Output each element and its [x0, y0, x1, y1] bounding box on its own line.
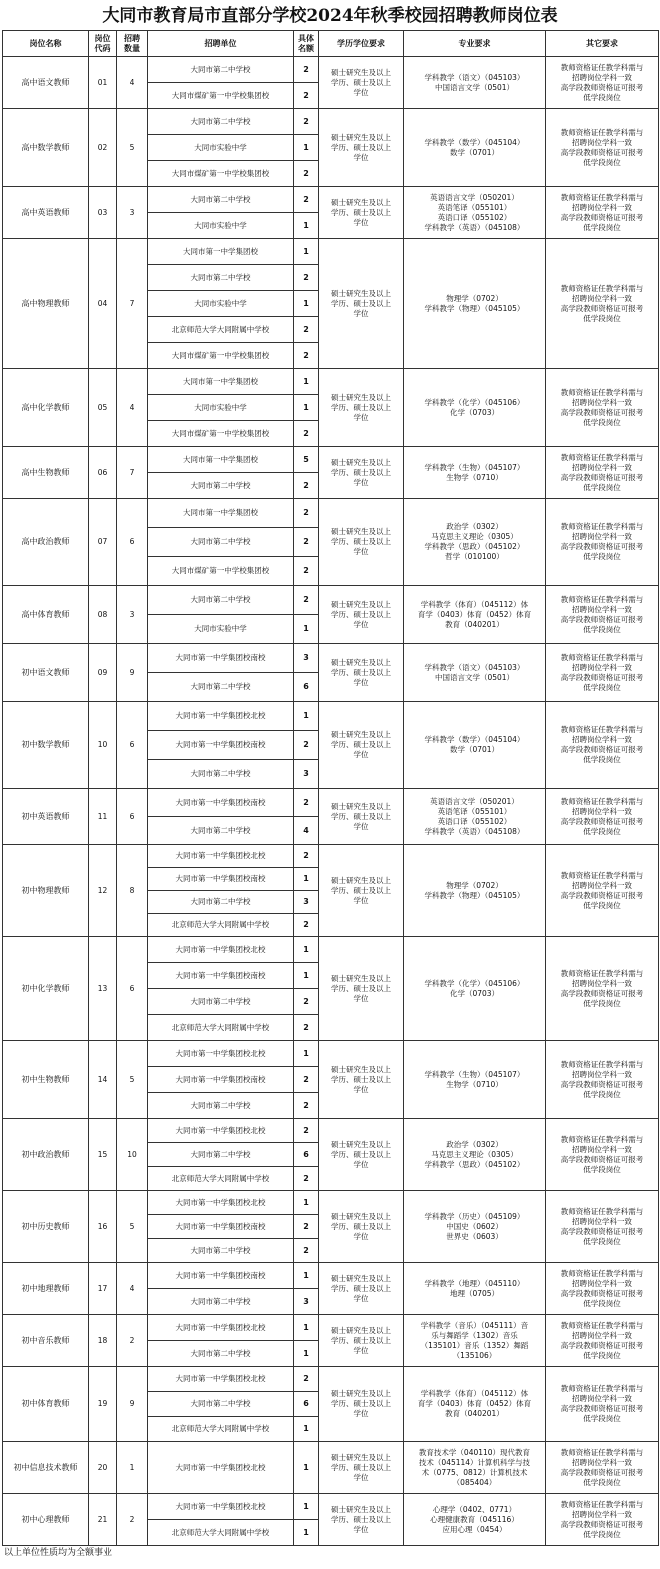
unit-count: 2: [294, 1015, 319, 1041]
major-requirement: 英语语言文学（050201） 英语笔译（055101） 英语口译（055102） 学科教学（英语）（045108）: [404, 187, 546, 239]
hiring-unit: 大同市第二中学校: [148, 1239, 294, 1263]
hiring-unit: 大同市煤矿第一中学校集团校: [148, 161, 294, 187]
other-requirement: 教师资格证任教学科需与 招聘岗位学科一致 高学段教师资格证可报考 低学段岗位: [546, 1119, 659, 1191]
major-requirement: 学科教学（数学）（045104） 数学（0701）: [404, 702, 546, 789]
table-row: [3, 845, 659, 868]
hiring-unit: 大同市第二中学校: [148, 673, 294, 702]
hiring-unit: 大同市第二中学校: [148, 891, 294, 914]
major-requirement: 心理学（0402、0771） 心理健康教育（045116） 应用心理（0454）: [404, 1494, 546, 1546]
hiring-unit: 大同市第二中学校: [148, 1289, 294, 1315]
hiring-unit: 大同市第一中学集团校北校: [148, 1442, 294, 1494]
position-name: 高中数学教师: [3, 109, 89, 187]
unit-count: 3: [294, 1289, 319, 1315]
hiring-unit: 大同市第一中学集团校南校: [148, 1067, 294, 1093]
header-position: 岗位名称: [3, 31, 89, 57]
unit-count: 1: [294, 868, 319, 891]
position-total: 7: [117, 447, 148, 499]
position-name: 高中语文教师: [3, 57, 89, 109]
hiring-unit: 大同市第一中学集团校南校: [148, 963, 294, 989]
hiring-unit: 北京师范大学大同附属中学校: [148, 1015, 294, 1041]
hiring-unit: 大同市第一中学集团校北校: [148, 1315, 294, 1341]
other-requirement: 教师资格证任教学科需与 招聘岗位学科一致 高学段教师资格证可报考 低学段岗位: [546, 499, 659, 586]
position-code: 08: [89, 586, 117, 644]
position-name: 高中生物教师: [3, 447, 89, 499]
unit-count: 1: [294, 291, 319, 317]
header-row: [3, 31, 659, 57]
table-row: [3, 1367, 659, 1392]
education-requirement: 硕士研究生及以上 学历、硕士及以上 学位: [319, 789, 404, 845]
unit-count: 6: [294, 1143, 319, 1167]
table-row: [3, 109, 659, 135]
hiring-unit: 大同市第一中学集团校: [148, 239, 294, 265]
hiring-unit: 大同市煤矿第一中学校集团校: [148, 421, 294, 447]
hiring-unit: 大同市第一中学集团校北校: [148, 937, 294, 963]
hiring-unit: 大同市第一中学集团校南校: [148, 1263, 294, 1289]
unit-count: 5: [294, 447, 319, 473]
other-requirement: 教师资格证任教学科需与 招聘岗位学科一致 高学段教师资格证可报考 低学段岗位: [546, 239, 659, 369]
hiring-unit: 大同市第一中学集团校南校: [148, 789, 294, 817]
other-requirement: 教师资格证任教学科需与 招聘岗位学科一致 高学段教师资格证可报考 低学段岗位: [546, 447, 659, 499]
unit-count: 1: [294, 615, 319, 644]
position-code: 02: [89, 109, 117, 187]
position-total: 8: [117, 845, 148, 937]
hiring-unit: 大同市第二中学校: [148, 1392, 294, 1417]
table-row: [3, 187, 659, 213]
major-requirement: 学科教学（地理）（045110） 地理（0705）: [404, 1263, 546, 1315]
unit-count: 2: [294, 499, 319, 528]
education-requirement: 硕士研究生及以上 学历、硕士及以上 学位: [319, 109, 404, 187]
hiring-unit: 大同市实验中学: [148, 291, 294, 317]
unit-count: 4: [294, 817, 319, 845]
unit-count: 1: [294, 937, 319, 963]
header-total: 招聘 数量: [117, 31, 148, 57]
position-code: 07: [89, 499, 117, 586]
hiring-unit: 北京师范大学大同附属中学校: [148, 1520, 294, 1546]
table-row: [3, 789, 659, 817]
unit-count: 1: [294, 239, 319, 265]
hiring-unit: 大同市实验中学: [148, 213, 294, 239]
position-name: 初中信息技术教师: [3, 1442, 89, 1494]
education-requirement: 硕士研究生及以上 学历、硕士及以上 学位: [319, 702, 404, 789]
other-requirement: 教师资格证任教学科需与 招聘岗位学科一致 高学段教师资格证可报考 低学段岗位: [546, 369, 659, 447]
hiring-unit: 大同市第一中学集团校南校: [148, 868, 294, 891]
unit-count: 2: [294, 789, 319, 817]
hiring-unit: 大同市第二中学校: [148, 265, 294, 291]
position-code: 17: [89, 1263, 117, 1315]
other-requirement: 教师资格证任教学科需与 招聘岗位学科一致 高学段教师资格证可报考 低学段岗位: [546, 789, 659, 845]
hiring-unit: 大同市第二中学校: [148, 57, 294, 83]
unit-count: 1: [294, 963, 319, 989]
other-requirement: 教师资格证任教学科需与 招聘岗位学科一致 高学段教师资格证可报考 低学段岗位: [546, 644, 659, 702]
hiring-unit: 大同市煤矿第一中学校集团校: [148, 83, 294, 109]
major-requirement: 教育技术学（040110）现代教育 技术（045114）计算机科学与技 术（0775、0812）计算机技术 （085404）: [404, 1442, 546, 1494]
position-total: 6: [117, 937, 148, 1041]
table-row: [3, 1315, 659, 1341]
table-row: [3, 937, 659, 963]
positions-table: [2, 30, 659, 1546]
table-row: [3, 644, 659, 673]
position-name: 初中语文教师: [3, 644, 89, 702]
position-code: 09: [89, 644, 117, 702]
unit-count: 1: [294, 1520, 319, 1546]
education-requirement: 硕士研究生及以上 学历、硕士及以上 学位: [319, 239, 404, 369]
hiring-unit: 大同市实验中学: [148, 615, 294, 644]
major-requirement: 学科教学（语文）（045103） 中国语言文学（0501）: [404, 644, 546, 702]
hiring-unit: 大同市第二中学校: [148, 817, 294, 845]
hiring-unit: 大同市第二中学校: [148, 187, 294, 213]
hiring-unit: 大同市第一中学集团校: [148, 499, 294, 528]
hiring-unit: 大同市第一中学集团校北校: [148, 845, 294, 868]
major-requirement: 学科教学（化学）（045106） 化学（0703）: [404, 937, 546, 1041]
unit-count: 2: [294, 1367, 319, 1392]
hiring-unit: 大同市第一中学集团校南校: [148, 1215, 294, 1239]
unit-count: 1: [294, 1315, 319, 1341]
education-requirement: 硕士研究生及以上 学历、硕士及以上 学位: [319, 57, 404, 109]
hiring-unit: 大同市第二中学校: [148, 473, 294, 499]
unit-count: 2: [294, 317, 319, 343]
education-requirement: 硕士研究生及以上 学历、硕士及以上 学位: [319, 1494, 404, 1546]
position-code: 04: [89, 239, 117, 369]
unit-count: 2: [294, 1167, 319, 1191]
unit-count: 2: [294, 989, 319, 1015]
position-code: 20: [89, 1442, 117, 1494]
header-code: 岗位 代码: [89, 31, 117, 57]
education-requirement: 硕士研究生及以上 学历、硕士及以上 学位: [319, 1442, 404, 1494]
position-total: 3: [117, 187, 148, 239]
major-requirement: 政治学（0302） 马克思主义理论（0305） 学科教学（思政）（045102）: [404, 1119, 546, 1191]
other-requirement: 教师资格证任教学科需与 招聘岗位学科一致 高学段教师资格证可报考 低学段岗位: [546, 1041, 659, 1119]
major-requirement: 学科教学（数学）（045104） 数学（0701）: [404, 109, 546, 187]
major-requirement: 学科教学（历史）（045109） 中国史（0602） 世界史（0603）: [404, 1191, 546, 1263]
position-name: 初中化学教师: [3, 937, 89, 1041]
major-requirement: 学科教学（化学）（045106） 化学（0703）: [404, 369, 546, 447]
unit-count: 1: [294, 369, 319, 395]
hiring-unit: 大同市第一中学集团校北校: [148, 1367, 294, 1392]
position-total: 10: [117, 1119, 148, 1191]
position-total: 6: [117, 789, 148, 845]
position-code: 15: [89, 1119, 117, 1191]
other-requirement: 教师资格证任教学科需与 招聘岗位学科一致 高学段教师资格证可报考 低学段岗位: [546, 57, 659, 109]
education-requirement: 硕士研究生及以上 学历、硕士及以上 学位: [319, 845, 404, 937]
other-requirement: 教师资格证任教学科需与 招聘岗位学科一致 高学段教师资格证可报考 低学段岗位: [546, 1442, 659, 1494]
table-row: [3, 369, 659, 395]
major-requirement: 政治学（0302） 马克思主义理论（0305） 学科教学（思政）（045102） 哲学（010100）: [404, 499, 546, 586]
unit-count: 2: [294, 109, 319, 135]
hiring-unit: 大同市第二中学校: [148, 1143, 294, 1167]
other-requirement: 教师资格证任教学科需与 招聘岗位学科一致 高学段教师资格证可报考 低学段岗位: [546, 1315, 659, 1367]
position-total: 1: [117, 1442, 148, 1494]
unit-count: 2: [294, 1093, 319, 1119]
other-requirement: 教师资格证任教学科需与 招聘岗位学科一致 高学段教师资格证可报考 低学段岗位: [546, 1263, 659, 1315]
unit-count: 1: [294, 1442, 319, 1494]
position-name: 初中心理教师: [3, 1494, 89, 1546]
table-row: [3, 1041, 659, 1067]
position-total: 4: [117, 57, 148, 109]
education-requirement: 硕士研究生及以上 学历、硕士及以上 学位: [319, 447, 404, 499]
table-row: [3, 586, 659, 615]
position-code: 16: [89, 1191, 117, 1263]
header-education: 学历学位要求: [319, 31, 404, 57]
major-requirement: 物理学（0702） 学科教学（物理）（045105）: [404, 239, 546, 369]
unit-count: 2: [294, 914, 319, 937]
hiring-unit: 大同市实验中学: [148, 395, 294, 421]
position-code: 03: [89, 187, 117, 239]
education-requirement: 硕士研究生及以上 学历、硕士及以上 学位: [319, 187, 404, 239]
page-title: 大同市教育局市直部分学校2024年秋季校园招聘教师岗位表: [102, 6, 558, 26]
unit-count: 2: [294, 1067, 319, 1093]
hiring-unit: 大同市第一中学集团校北校: [148, 702, 294, 731]
position-name: 高中政治教师: [3, 499, 89, 586]
unit-count: 1: [294, 213, 319, 239]
unit-count: 2: [294, 528, 319, 557]
position-code: 05: [89, 369, 117, 447]
major-requirement: 英语语言文学（050201） 英语笔译（055101） 英语口译（055102） 学科教学（英语）（045108）: [404, 789, 546, 845]
unit-count: 2: [294, 845, 319, 868]
position-total: 5: [117, 1041, 148, 1119]
unit-count: 3: [294, 760, 319, 789]
unit-count: 1: [294, 1417, 319, 1442]
unit-count: 6: [294, 673, 319, 702]
unit-count: 2: [294, 586, 319, 615]
table-row: [3, 702, 659, 731]
position-total: 2: [117, 1315, 148, 1367]
position-total: 3: [117, 586, 148, 644]
hiring-unit: 大同市实验中学: [148, 135, 294, 161]
position-name: 初中音乐教师: [3, 1315, 89, 1367]
education-requirement: 硕士研究生及以上 学历、硕士及以上 学位: [319, 499, 404, 586]
position-name: 高中英语教师: [3, 187, 89, 239]
position-code: 21: [89, 1494, 117, 1546]
major-requirement: 学科教学（音乐）（045111）音 乐与舞蹈学（1302）音乐 （135101）音乐（1352）舞蹈 （135106）: [404, 1315, 546, 1367]
unit-count: 2: [294, 1239, 319, 1263]
unit-count: 6: [294, 1392, 319, 1417]
table-row: [3, 1119, 659, 1143]
hiring-unit: 大同市煤矿第一中学校集团校: [148, 343, 294, 369]
education-requirement: 硕士研究生及以上 学历、硕士及以上 学位: [319, 1119, 404, 1191]
unit-count: 2: [294, 187, 319, 213]
hiring-unit: 北京师范大学大同附属中学校: [148, 317, 294, 343]
position-total: 9: [117, 644, 148, 702]
unit-count: 3: [294, 644, 319, 673]
position-code: 19: [89, 1367, 117, 1442]
unit-count: 2: [294, 731, 319, 760]
position-total: 6: [117, 702, 148, 789]
position-name: 初中体育教师: [3, 1367, 89, 1442]
unit-count: 2: [294, 1215, 319, 1239]
position-code: 13: [89, 937, 117, 1041]
major-requirement: 学科教学（生物）（045107） 生物学（0710）: [404, 1041, 546, 1119]
table-row: [3, 57, 659, 83]
unit-count: 1: [294, 135, 319, 161]
unit-count: 1: [294, 1494, 319, 1520]
hiring-unit: 大同市第一中学集团校北校: [148, 1041, 294, 1067]
unit-count: 1: [294, 1263, 319, 1289]
education-requirement: 硕士研究生及以上 学历、硕士及以上 学位: [319, 1191, 404, 1263]
unit-count: 2: [294, 161, 319, 187]
table-row: [3, 447, 659, 473]
position-name: 初中数学教师: [3, 702, 89, 789]
header-unit: 招聘单位: [148, 31, 294, 57]
other-requirement: 教师资格证任教学科需与 招聘岗位学科一致 高学段教师资格证可报考 低学段岗位: [546, 1191, 659, 1263]
position-total: 5: [117, 109, 148, 187]
hiring-unit: 大同市第二中学校: [148, 586, 294, 615]
position-name: 高中化学教师: [3, 369, 89, 447]
unit-count: 2: [294, 1119, 319, 1143]
hiring-unit: 大同市第一中学集团校北校: [148, 1119, 294, 1143]
unit-count: 1: [294, 1341, 319, 1367]
major-requirement: 学科教学（语文）（045103） 中国语言文学（0501）: [404, 57, 546, 109]
table-row: [3, 239, 659, 265]
unit-count: 2: [294, 473, 319, 499]
other-requirement: 教师资格证任教学科需与 招聘岗位学科一致 高学段教师资格证可报考 低学段岗位: [546, 845, 659, 937]
unit-count: 1: [294, 702, 319, 731]
hiring-unit: 大同市第一中学集团校: [148, 369, 294, 395]
education-requirement: 硕士研究生及以上 学历、硕士及以上 学位: [319, 1263, 404, 1315]
hiring-unit: 大同市第一中学集团校: [148, 447, 294, 473]
position-total: 5: [117, 1191, 148, 1263]
unit-count: 1: [294, 395, 319, 421]
education-requirement: 硕士研究生及以上 学历、硕士及以上 学位: [319, 644, 404, 702]
header-other: 其它要求: [546, 31, 659, 57]
hiring-unit: 大同市第一中学集团校北校: [148, 1494, 294, 1520]
hiring-unit: 大同市第二中学校: [148, 989, 294, 1015]
hiring-unit: 大同市第一中学集团校北校: [148, 1191, 294, 1215]
hiring-unit: 大同市第二中学校: [148, 1093, 294, 1119]
unit-count: 3: [294, 891, 319, 914]
hiring-unit: 大同市第二中学校: [148, 1341, 294, 1367]
major-requirement: 学科教学（体育）（045112）体 育学（0403）体育（0452）体育 教育（040201）: [404, 586, 546, 644]
table-body: [3, 57, 659, 1546]
position-name: 初中历史教师: [3, 1191, 89, 1263]
position-code: 01: [89, 57, 117, 109]
hiring-unit: 北京师范大学大同附属中学校: [148, 1417, 294, 1442]
other-requirement: 教师资格证任教学科需与 招聘岗位学科一致 高学段教师资格证可报考 低学段岗位: [546, 586, 659, 644]
education-requirement: 硕士研究生及以上 学历、硕士及以上 学位: [319, 586, 404, 644]
position-total: 9: [117, 1367, 148, 1442]
major-requirement: 学科教学（生物）（045107） 生物学（0710）: [404, 447, 546, 499]
unit-count: 2: [294, 83, 319, 109]
other-requirement: 教师资格证任教学科需与 招聘岗位学科一致 高学段教师资格证可报考 低学段岗位: [546, 187, 659, 239]
position-code: 11: [89, 789, 117, 845]
hiring-unit: 大同市第一中学集团校南校: [148, 644, 294, 673]
position-name: 初中地理教师: [3, 1263, 89, 1315]
hiring-unit: 北京师范大学大同附属中学校: [148, 1167, 294, 1191]
education-requirement: 硕士研究生及以上 学历、硕士及以上 学位: [319, 1367, 404, 1442]
major-requirement: 物理学（0702） 学科教学（物理）（045105）: [404, 845, 546, 937]
unit-count: 1: [294, 1041, 319, 1067]
position-name: 高中体育教师: [3, 586, 89, 644]
position-total: 7: [117, 239, 148, 369]
position-code: 18: [89, 1315, 117, 1367]
hiring-unit: 大同市煤矿第一中学校集团校: [148, 557, 294, 586]
position-total: 2: [117, 1494, 148, 1546]
unit-count: 1: [294, 1191, 319, 1215]
position-name: 高中物理教师: [3, 239, 89, 369]
hiring-unit: 北京师范大学大同附属中学校: [148, 914, 294, 937]
education-requirement: 硕士研究生及以上 学历、硕士及以上 学位: [319, 1315, 404, 1367]
other-requirement: 教师资格证任教学科需与 招聘岗位学科一致 高学段教师资格证可报考 低学段岗位: [546, 109, 659, 187]
other-requirement: 教师资格证任教学科需与 招聘岗位学科一致 高学段教师资格证可报考 低学段岗位: [546, 702, 659, 789]
footer-note: 以上单位性质均为全额事业: [4, 1548, 113, 1558]
table-row: [3, 499, 659, 528]
unit-count: 2: [294, 557, 319, 586]
hiring-unit: 大同市第二中学校: [148, 760, 294, 789]
hiring-unit: 大同市第一中学集团校南校: [148, 731, 294, 760]
header-major: 专业要求: [404, 31, 546, 57]
table-row: [3, 1191, 659, 1215]
education-requirement: 硕士研究生及以上 学历、硕士及以上 学位: [319, 937, 404, 1041]
major-requirement: 学科教学（体育）（045112）体 育学（0403）体育（0452）体育 教育（040201）: [404, 1367, 546, 1442]
position-code: 12: [89, 845, 117, 937]
header-count: 具体 名额: [294, 31, 319, 57]
position-total: 4: [117, 369, 148, 447]
unit-count: 2: [294, 265, 319, 291]
position-total: 6: [117, 499, 148, 586]
table-row: [3, 1263, 659, 1289]
unit-count: 2: [294, 343, 319, 369]
position-code: 14: [89, 1041, 117, 1119]
position-code: 10: [89, 702, 117, 789]
table-row: [3, 1494, 659, 1520]
table-row: [3, 1442, 659, 1494]
position-name: 初中物理教师: [3, 845, 89, 937]
other-requirement: 教师资格证任教学科需与 招聘岗位学科一致 高学段教师资格证可报考 低学段岗位: [546, 937, 659, 1041]
position-total: 4: [117, 1263, 148, 1315]
position-code: 06: [89, 447, 117, 499]
other-requirement: 教师资格证任教学科需与 招聘岗位学科一致 高学段教师资格证可报考 低学段岗位: [546, 1367, 659, 1442]
position-name: 初中生物教师: [3, 1041, 89, 1119]
unit-count: 2: [294, 57, 319, 83]
education-requirement: 硕士研究生及以上 学历、硕士及以上 学位: [319, 1041, 404, 1119]
position-name: 初中英语教师: [3, 789, 89, 845]
hiring-unit: 大同市第二中学校: [148, 109, 294, 135]
education-requirement: 硕士研究生及以上 学历、硕士及以上 学位: [319, 369, 404, 447]
other-requirement: 教师资格证任教学科需与 招聘岗位学科一致 高学段教师资格证可报考 低学段岗位: [546, 1494, 659, 1546]
position-name: 初中政治教师: [3, 1119, 89, 1191]
hiring-unit: 大同市第二中学校: [148, 528, 294, 557]
unit-count: 2: [294, 421, 319, 447]
